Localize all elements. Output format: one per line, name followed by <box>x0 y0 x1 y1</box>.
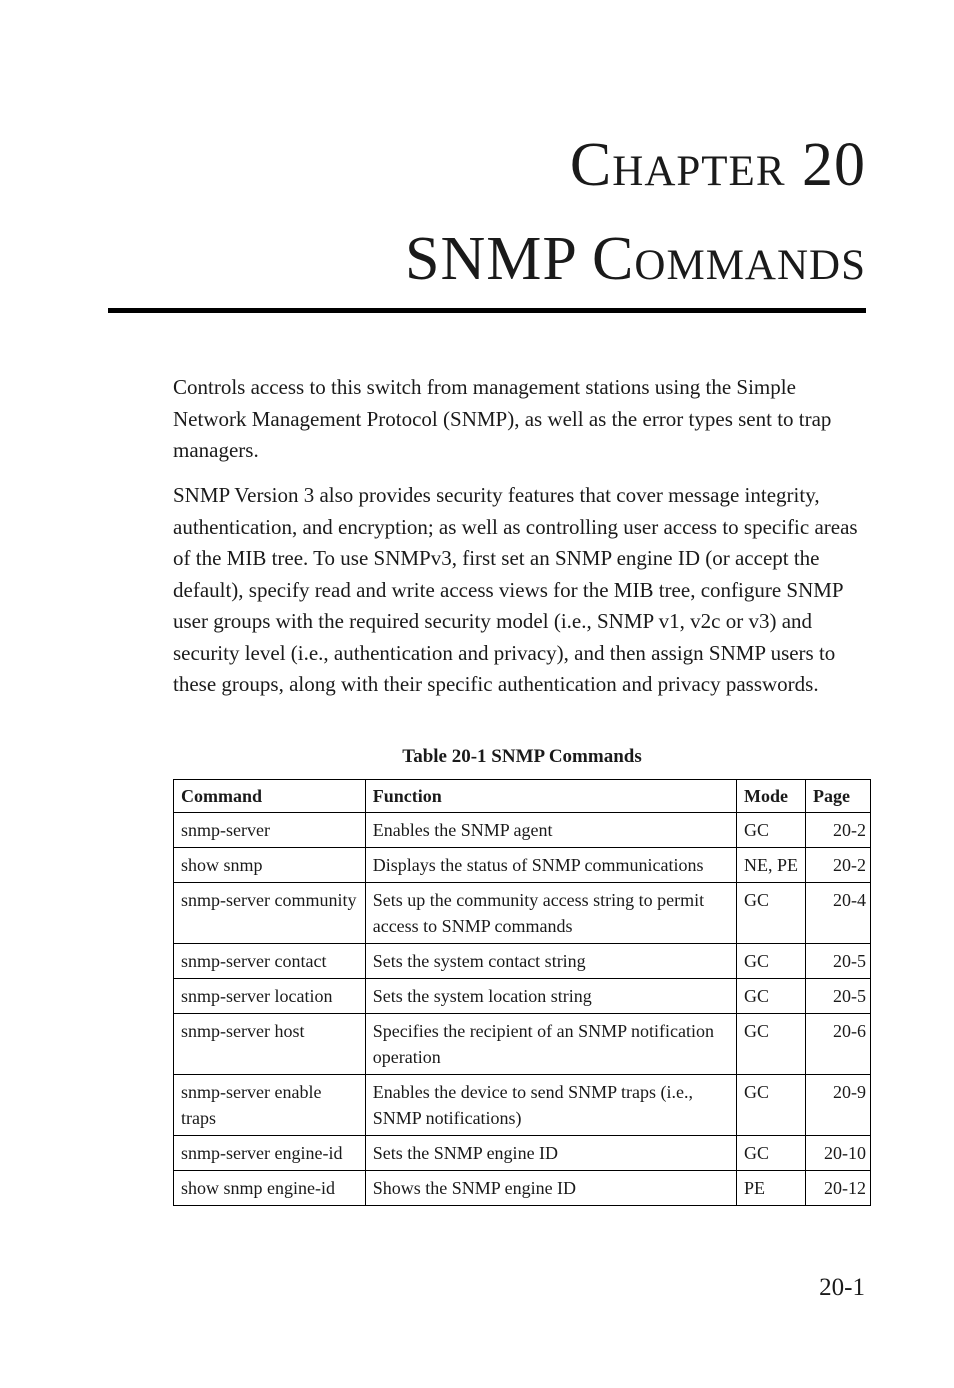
cell-page: 20-2 <box>806 848 871 883</box>
cell-page: 20-4 <box>806 883 871 944</box>
header-page: Page <box>806 780 871 813</box>
table-row <box>174 848 871 883</box>
table-row <box>174 1136 871 1171</box>
table-row <box>174 944 871 979</box>
table-header-row <box>174 780 871 813</box>
cell-function: Enables the device to send SNMP traps (i.e., SNMP notifications) <box>365 1075 736 1136</box>
chapter-title: SNMP Commands <box>404 225 866 293</box>
table-row <box>174 813 871 848</box>
table-row <box>174 979 871 1014</box>
cell-function: Sets the system contact string <box>365 944 736 979</box>
cell-page: 20-5 <box>806 944 871 979</box>
table-row <box>174 1075 871 1136</box>
cell-command: snmp-server engine-id <box>174 1136 366 1171</box>
cell-function: Sets the system location string <box>365 979 736 1014</box>
intro-paragraph-2: SNMP Version 3 also provides security features that cover message integrity, authentication, and encryption; as well as controlling user access to specific areas of the MIB tree. To use SNMPv3, first set an SNMP engine ID (or accept the default), specify read and write access views for the MIB tree, configure SNMP user groups with the required security model (i.e., SNMP v1, v2c or v3) and security level (i.e., authentication and privacy), and then assign SNMP users to these groups, along with their specific authentication and privacy passwords. <box>173 483 858 696</box>
cell-command: snmp-server location <box>174 979 366 1014</box>
cell-command: snmp-server host <box>174 1014 366 1075</box>
cell-page: 20-10 <box>806 1136 871 1171</box>
cell-page: 20-6 <box>806 1014 871 1075</box>
cell-page: 20-12 <box>806 1171 871 1206</box>
page-number: 20-1 <box>819 1274 865 1301</box>
cell-page: 20-5 <box>806 979 871 1014</box>
table-row <box>174 1014 871 1075</box>
cell-command: snmp-server community <box>174 883 366 944</box>
header-mode: Mode <box>737 780 806 813</box>
cell-mode: GC <box>737 944 806 979</box>
cell-command: show snmp engine-id <box>174 1171 366 1206</box>
table-row <box>174 1171 871 1206</box>
header-command: Command <box>174 780 366 813</box>
cell-function: Specifies the recipient of an SNMP notification operation <box>365 1014 736 1075</box>
cell-mode: GC <box>737 813 806 848</box>
chapter-heading <box>405 118 866 306</box>
cell-mode: PE <box>737 1171 806 1206</box>
cell-mode: GC <box>737 1075 806 1136</box>
cell-command: show snmp <box>174 848 366 883</box>
cell-mode: GC <box>737 1014 806 1075</box>
cell-mode: GC <box>737 1136 806 1171</box>
cell-mode: GC <box>737 883 806 944</box>
table-row <box>174 883 871 944</box>
chapter-number: Chapter 20 <box>569 131 866 199</box>
table-caption: Table 20-1 SNMP Commands <box>402 746 642 767</box>
snmp-commands-table <box>173 779 871 1206</box>
cell-mode: NE, PE <box>737 848 806 883</box>
cell-page: 20-2 <box>806 813 871 848</box>
cell-command: snmp-server contact <box>174 944 366 979</box>
heading-rule <box>108 308 866 313</box>
cell-function: Sets the SNMP engine ID <box>365 1136 736 1171</box>
cell-command: snmp-server enable traps <box>174 1075 366 1136</box>
header-function: Function <box>365 780 736 813</box>
cell-command: snmp-server <box>174 813 366 848</box>
intro-paragraph-1: Controls access to this switch from management stations using the Simple Network Management Protocol (SNMP), as well as the error types sent to trap managers. <box>173 375 832 462</box>
cell-page: 20-9 <box>806 1075 871 1136</box>
cell-function: Shows the SNMP engine ID <box>365 1171 736 1206</box>
cell-mode: GC <box>737 979 806 1014</box>
cell-function: Displays the status of SNMP communications <box>365 848 736 883</box>
cell-function: Sets up the community access string to permit access to SNMP commands <box>365 883 736 944</box>
cell-function: Enables the SNMP agent <box>365 813 736 848</box>
